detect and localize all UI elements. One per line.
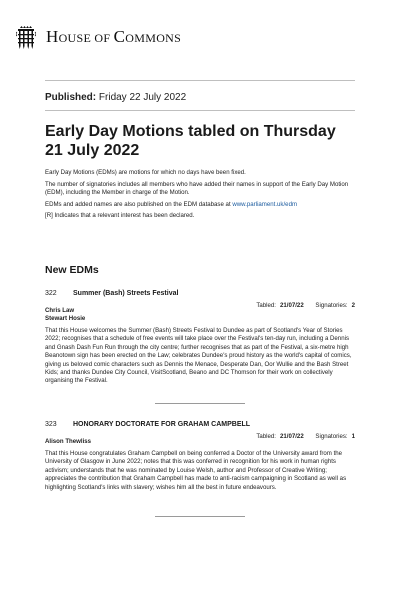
interest-declared-note: [R] Indicates that a relevant interest has been declared. xyxy=(45,212,195,220)
header-divider xyxy=(45,80,355,81)
published-divider xyxy=(45,110,355,111)
edm-meta: Tabled: 21/07/22 Signatories: 2 xyxy=(256,302,355,309)
published-label: Published: xyxy=(45,92,97,103)
edm-separator xyxy=(155,516,245,517)
intro-paragraph: The number of signatories includes all members who have added their names in support of the Early Day Motion (EDM), including the Member in charge of the Motion. xyxy=(45,180,349,197)
document-title: Early Day Motions tabled on Thursday 21 July 2022 xyxy=(45,123,336,159)
edm-separator xyxy=(155,403,245,404)
edm-number: 323 xyxy=(45,421,57,428)
published-date: Friday 22 July 2022 xyxy=(96,92,187,103)
edm-database-link[interactable]: www.parliament.uk/edm xyxy=(232,200,298,208)
intro-notes xyxy=(45,169,365,224)
signatories-count: 1 xyxy=(351,433,355,440)
edm-entry xyxy=(45,290,355,386)
edm-title: HONORARY DOCTORATE FOR GRAHAM CAMPBELL xyxy=(73,421,251,428)
section-heading: New EDMs xyxy=(45,264,99,276)
edm-number: 322 xyxy=(45,290,57,297)
edm-motion-text: That this House congratulates Graham Campbell on being conferred a Doctor of the University award from the University of Glasgow in June 2022; notes that this was conferred in recognition for his work in human rights activism; understands that he was nominated by Louise Welsh, author and Professor of Creative Writing; appreciates the contribution that Graham Campbell has made to anti-racism campaigning in Scotland as well as highlighting Scotland's links with slavery; wishes him all the best in future endeavours. xyxy=(45,450,347,491)
edm-title: Summer (Bash) Streets Festival xyxy=(73,290,179,297)
intro-paragraph: EDMs and added names are also published on the EDM database at www.parliament.uk/edm xyxy=(45,200,298,208)
intro-paragraph: Early Day Motions (EDMs) are motions for which no days have been fixed. xyxy=(45,169,246,176)
sponsor-name: Stewart Hosie xyxy=(45,315,86,322)
edm-entry xyxy=(45,421,355,492)
edm-meta: Tabled: 21/07/22 Signatories: 1 xyxy=(256,433,355,440)
published-line xyxy=(45,92,186,103)
sponsor-name: Alison Thewliss xyxy=(45,438,92,445)
signatories-count: 2 xyxy=(351,302,355,309)
edm-heading xyxy=(45,290,355,297)
edm-heading xyxy=(45,421,355,428)
house-of-commons-wordmark: HOUSE OF COMMONS xyxy=(46,27,182,46)
tabled-date: 21/07/22 xyxy=(279,302,304,309)
tabled-date: 21/07/22 xyxy=(279,433,304,440)
edm-motion-text: That this House welcomes the Summer (Bash) Streets Festival to Dundee as part of Scotland's Year of Stories 2022; recognises that a schedule of free events will take place over the Festival's ten-day run, including a Dennis and Gnash Dash Fun Run through the city centre; further recognises that as part of the Festival, a six-metre high Beanotown sign has been erected on the Law; celebrates Dundee's proud history as the world's capital of comics, giving us beloved comic characters such as Dennis the Menace, Desperate Dan, Oor Wullie and the Bash Street Kids; and thanks Dundee City Council, VisitScotland, Beano and DC Thomson for their work on collectively organising the Festival. xyxy=(45,327,352,385)
sponsor-name: Chris Law xyxy=(45,307,75,314)
house-of-commons-header xyxy=(16,22,181,52)
portcullis-icon xyxy=(16,24,36,50)
edm-sponsors xyxy=(45,307,355,323)
